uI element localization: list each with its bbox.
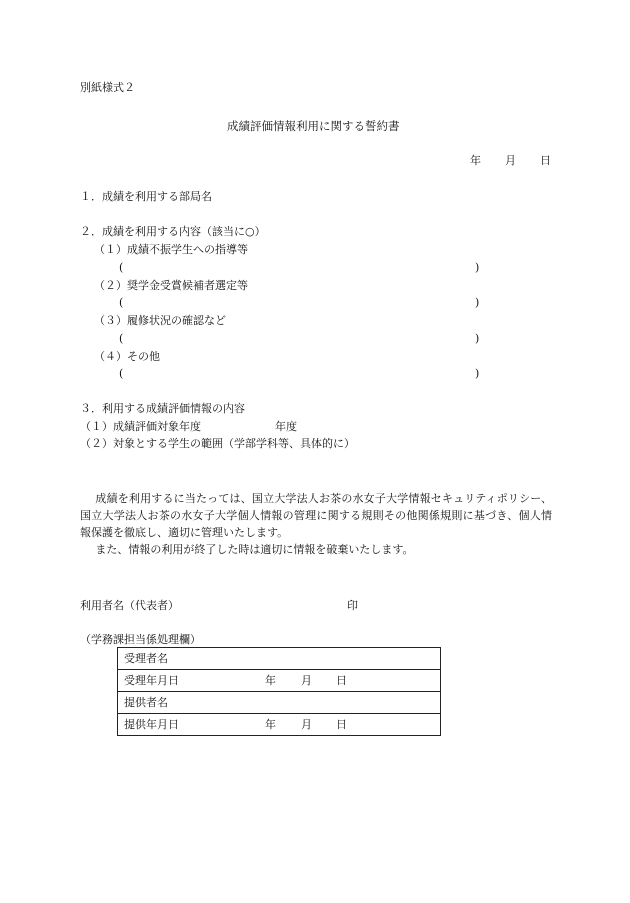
usage-item-close-paren: ) (475, 367, 480, 380)
row-day: 日 (336, 718, 347, 731)
row-label: 提供年月日 (124, 718, 179, 731)
pledge-text (80, 490, 552, 558)
section1-label: １．成績を利用する部局名 (80, 190, 212, 203)
table-row (118, 648, 441, 670)
signature-label: 利用者名（代表者） (80, 599, 179, 612)
row-label: 受理者名 (124, 652, 168, 665)
document-title: 成績評価情報利用に関する誓約書 (227, 119, 400, 133)
row-year: 年 (265, 718, 276, 731)
office-use-label: （学務課担当係処理欄） (80, 633, 201, 646)
row-year: 年 (265, 674, 276, 687)
row-month: 月 (301, 674, 312, 687)
usage-item-label: （４）その他 (94, 350, 160, 363)
row-month: 月 (301, 718, 312, 731)
table-row (118, 670, 441, 692)
date-month: 月 (505, 154, 516, 167)
date-day: 日 (540, 154, 551, 167)
table-row (118, 692, 441, 714)
office-cell-provider-name (118, 692, 441, 714)
usage-item-label: （１）成績不振学生への指導等 (94, 243, 248, 256)
pledge-paragraph-1: 成績を利用するに当たっては、国立大学法人お茶の水女子大学情報セキュリティポリシー、国立大学法人お茶の水女子大学個人情報の管理に関する規則その他関係規則に基づき、個人情報保護を徹底し、適切に管理いたします。 (80, 492, 552, 539)
section3-item2: （２）対象とする学生の範囲（学部学科等、具体的に） (80, 437, 355, 450)
usage-item-close-paren: ) (475, 261, 480, 274)
usage-item-open-paren: ( (119, 367, 124, 380)
section3-year-suffix: 年度 (275, 420, 297, 433)
section3-item1: （１）成績評価対象年度 (80, 420, 201, 433)
table-row (118, 714, 441, 736)
usage-item-close-paren: ) (475, 296, 480, 309)
form-id: 別紙様式２ (80, 81, 135, 94)
office-cell-receiver-name (118, 648, 441, 670)
usage-item-open-paren: ( (119, 296, 124, 309)
date-year: 年 (470, 154, 481, 167)
usage-item-close-paren: ) (475, 332, 480, 345)
row-label: 受理年月日 (124, 674, 179, 687)
section2-label: ２．成績を利用する内容（該当に○） (80, 225, 266, 238)
pledge-paragraph-2: また、情報の利用が終了した時は適切に情報を破棄いたします。 (95, 543, 414, 556)
usage-item-label: （３）履修状況の確認など (94, 314, 226, 327)
row-label: 提供者名 (124, 696, 168, 709)
row-day: 日 (336, 674, 347, 687)
usage-item-label: （２）奨学金受賞候補者選定等 (94, 279, 248, 292)
office-cell-provision-date (118, 714, 441, 736)
seal-mark: 印 (347, 599, 358, 612)
section3-label: ３．利用する成績評価情報の内容 (80, 402, 245, 415)
usage-item-open-paren: ( (119, 332, 124, 345)
office-cell-receipt-date (118, 670, 441, 692)
usage-item-open-paren: ( (119, 261, 124, 274)
office-use-table (117, 647, 441, 736)
